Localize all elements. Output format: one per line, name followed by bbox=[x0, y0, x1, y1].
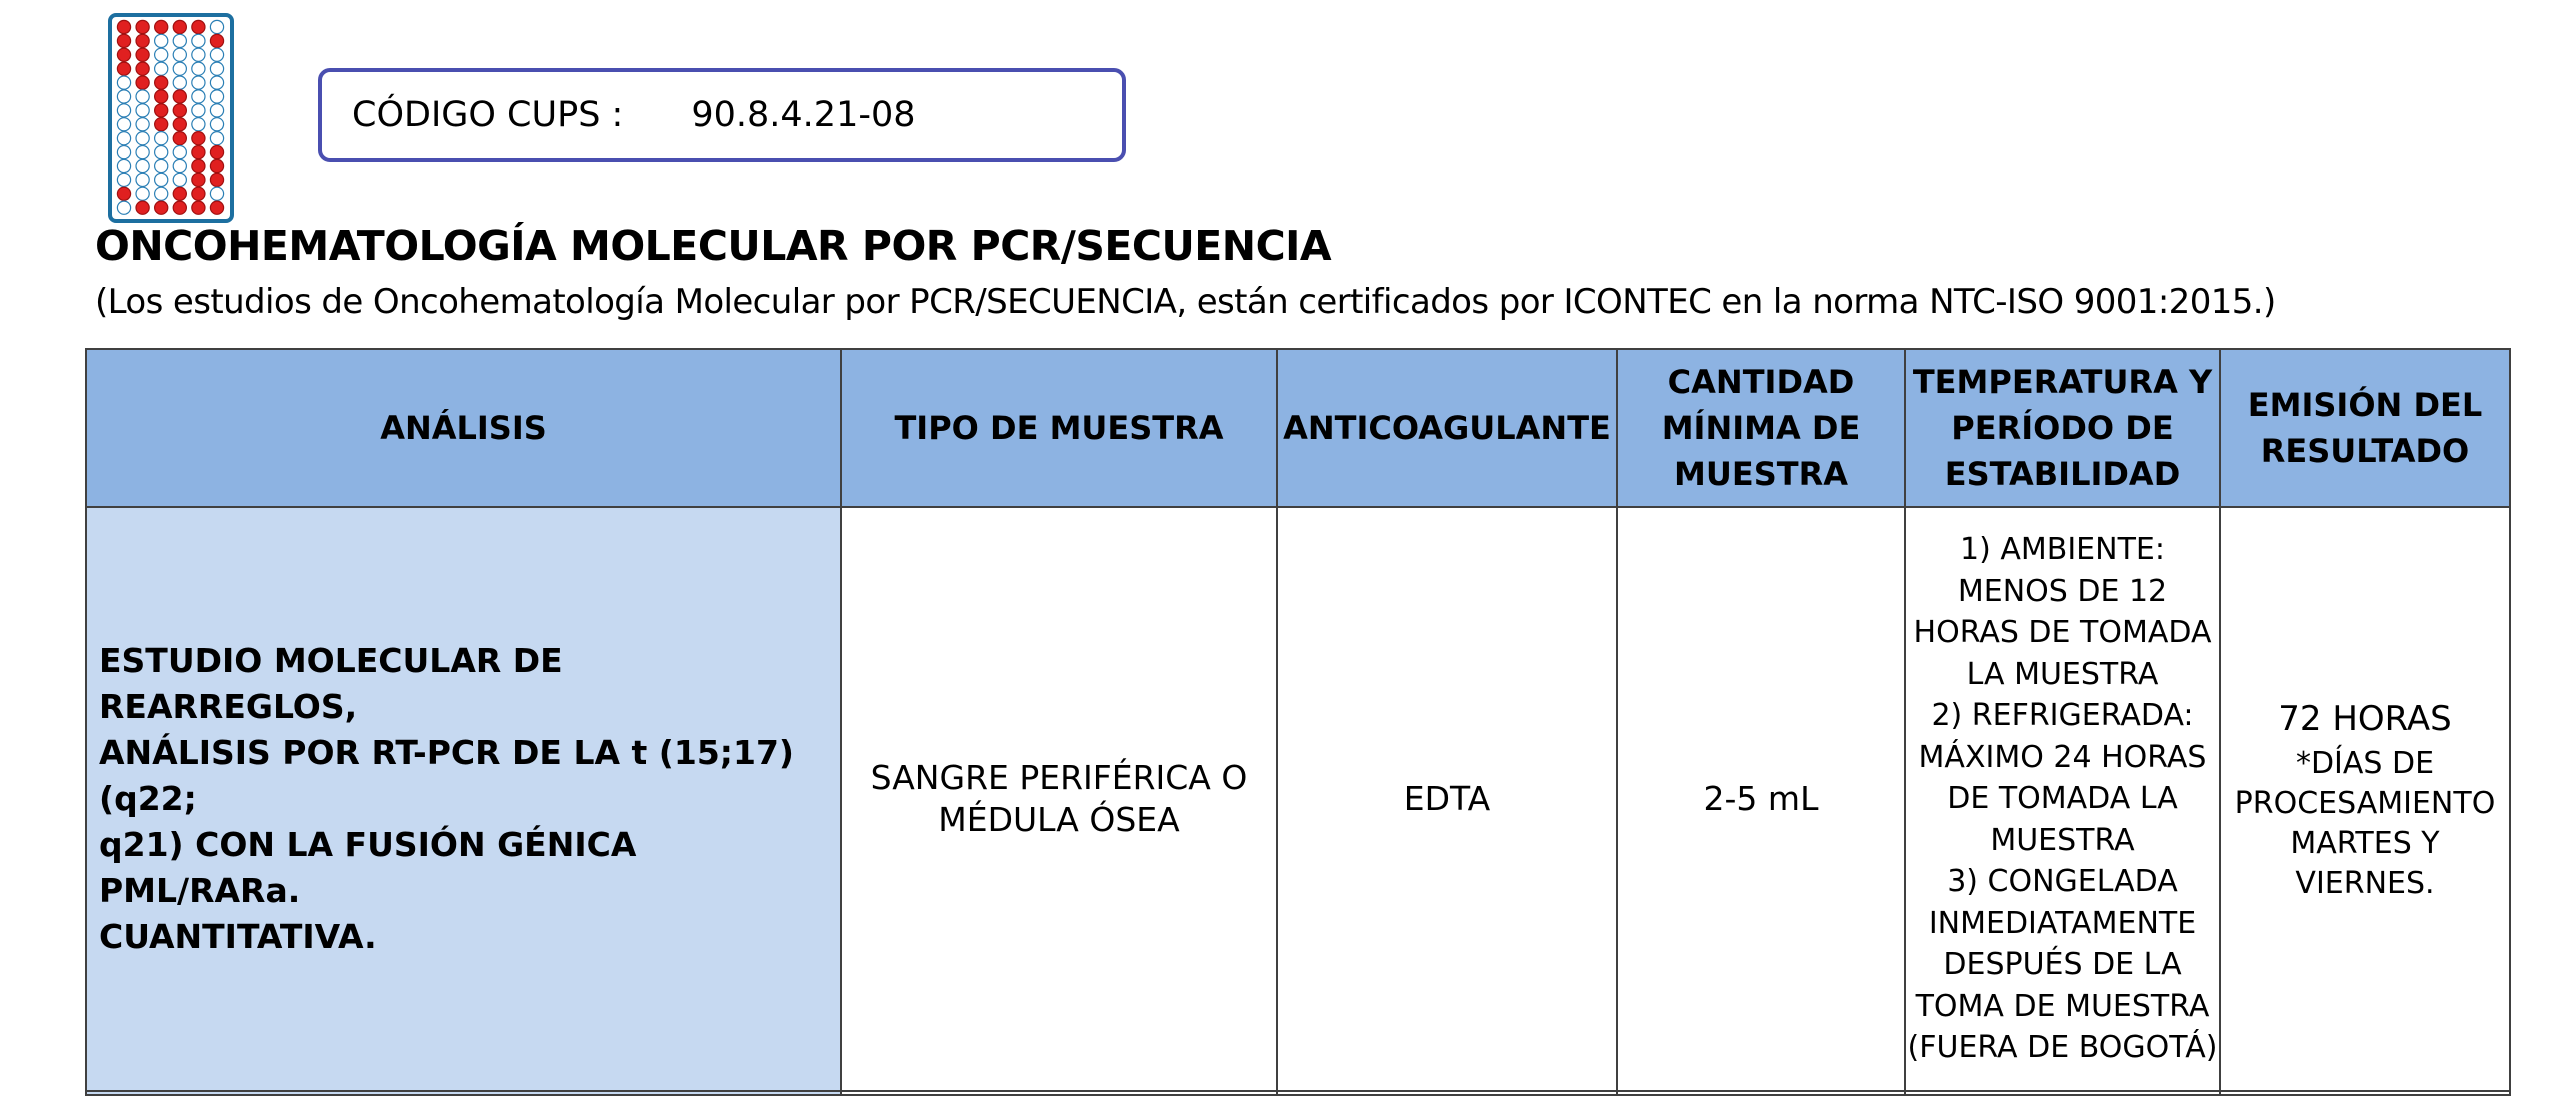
header-anticoagulant bbox=[1277, 349, 1617, 507]
logo-dot bbox=[192, 62, 205, 75]
logo-dot-red bbox=[136, 201, 149, 214]
logo-dot-red bbox=[117, 34, 130, 47]
cell-line: MARTES Y bbox=[2290, 826, 2440, 861]
logo-dot-red bbox=[192, 201, 205, 214]
logo-dot-red bbox=[117, 187, 130, 200]
logo-dot bbox=[155, 146, 168, 159]
cell-line: (FUERA DE BOGOTÁ) bbox=[1907, 1030, 2218, 1066]
header-analysis bbox=[86, 349, 841, 507]
logo-dot bbox=[210, 104, 223, 117]
logo-dot bbox=[210, 90, 223, 103]
logo-dot bbox=[210, 76, 223, 89]
cell-line: MÍNIMA DE bbox=[1661, 409, 1861, 447]
cell-line: ANÁLISIS bbox=[380, 409, 547, 447]
analysis-cell bbox=[86, 507, 841, 1091]
logo-dot-red bbox=[117, 20, 130, 33]
logo-dot bbox=[155, 62, 168, 75]
cups-code-value: 90.8.4.21-08 bbox=[691, 95, 916, 135]
logo-dot-red bbox=[155, 104, 168, 117]
min-quantity-cell: 2-5 mL bbox=[1617, 507, 1905, 1091]
logo-dot-red bbox=[210, 173, 223, 186]
logo-dot bbox=[136, 159, 149, 172]
table-row-next bbox=[86, 1091, 2510, 1095]
logo-dot-red bbox=[192, 132, 205, 145]
logo-dot bbox=[192, 118, 205, 131]
cell-line: ANÁLISIS POR RT-PCR DE LA t (15;17) (q22; bbox=[99, 733, 794, 818]
logo-dot-red bbox=[173, 20, 186, 33]
cell-line: PERÍODO DE bbox=[1951, 409, 2174, 447]
table-row bbox=[86, 507, 2510, 1091]
logo-dot-red bbox=[210, 34, 223, 47]
logo-dot-red bbox=[136, 34, 149, 47]
logo-dot-red bbox=[192, 187, 205, 200]
cell-line: DESPUÉS DE LA bbox=[1943, 947, 2182, 983]
logo-dot-red bbox=[210, 159, 223, 172]
sample-type-cell bbox=[841, 507, 1277, 1091]
logo-dot-red bbox=[173, 90, 186, 103]
logo-dot-red bbox=[192, 20, 205, 33]
cell-line: PROCESAMIENTO bbox=[2234, 786, 2496, 821]
cell-line: ESTABILIDAD bbox=[1944, 455, 2181, 493]
logo-dot bbox=[155, 34, 168, 47]
cups-code-box bbox=[318, 68, 1126, 162]
cell-line: HORAS DE TOMADA bbox=[1913, 615, 2212, 651]
cell-line: ANTICOAGULANTE bbox=[1283, 409, 1611, 447]
logo-dot bbox=[210, 132, 223, 145]
cell-line: MÁXIMO 24 HORAS bbox=[1918, 739, 2207, 775]
logo-dot bbox=[173, 159, 186, 172]
cell-line: TIPO DE MUESTRA bbox=[894, 409, 1224, 447]
cell-line: VIERNES. bbox=[2295, 866, 2435, 901]
logo-dot bbox=[192, 90, 205, 103]
cell-line: RESULTADO bbox=[2260, 432, 2470, 470]
logo-dot bbox=[136, 132, 149, 145]
logo-dot bbox=[136, 90, 149, 103]
logo-dot bbox=[210, 187, 223, 200]
logo-dot bbox=[117, 104, 130, 117]
logo-dot-red bbox=[210, 146, 223, 159]
logo-dot bbox=[192, 34, 205, 47]
cell-line: EMISIÓN DEL bbox=[2247, 386, 2483, 424]
logo-dot bbox=[117, 146, 130, 159]
stability-cell bbox=[1905, 507, 2220, 1091]
logo-dot-red bbox=[136, 62, 149, 75]
logo-dot bbox=[136, 146, 149, 159]
logo-dot-red bbox=[173, 187, 186, 200]
cell-line: 2) REFRIGERADA: bbox=[1931, 698, 2194, 734]
logo-dot-red bbox=[173, 118, 186, 131]
logo-dot bbox=[136, 118, 149, 131]
cell-line: INMEDIATAMENTE bbox=[1928, 905, 2197, 941]
logo-dot bbox=[155, 159, 168, 172]
header-result bbox=[2220, 349, 2510, 507]
logo-dot bbox=[155, 132, 168, 145]
logo-dot bbox=[173, 48, 186, 61]
logo-dot-red bbox=[173, 104, 186, 117]
logo-dot bbox=[173, 76, 186, 89]
page-title: ONCOHEMATOLOGÍA MOLECULAR POR PCR/SECUENCIA bbox=[95, 222, 1332, 270]
logo-dot bbox=[136, 104, 149, 117]
logo-dot-red bbox=[136, 48, 149, 61]
logo-dot-red bbox=[192, 159, 205, 172]
logo-dot bbox=[136, 173, 149, 186]
logo-dot-red bbox=[155, 90, 168, 103]
cell-line: LA MUESTRA bbox=[1966, 656, 2159, 692]
cell-line: q21) CON LA FUSIÓN GÉNICA PML/RARa. bbox=[99, 825, 637, 910]
logo-dot-red bbox=[210, 201, 223, 214]
header-min-quantity bbox=[1617, 349, 1905, 507]
logo-dot-red bbox=[173, 201, 186, 214]
logo-dot-red bbox=[173, 132, 186, 145]
logo-dot-red bbox=[192, 173, 205, 186]
analysis-table bbox=[85, 348, 2511, 1096]
logo-dot bbox=[117, 118, 130, 131]
logo-dot bbox=[117, 201, 130, 214]
cell-line: SANGRE PERIFÉRICA O bbox=[870, 758, 1248, 797]
cell-line: CANTIDAD bbox=[1667, 363, 1855, 401]
logo-dot bbox=[173, 146, 186, 159]
logo-dot-red bbox=[117, 62, 130, 75]
header-sample-type bbox=[841, 349, 1277, 507]
result-time: 72 HORAS bbox=[2278, 699, 2452, 739]
logo-dot bbox=[155, 173, 168, 186]
logo-dot bbox=[117, 90, 130, 103]
logo-dot-red bbox=[192, 146, 205, 159]
certification-note: (Los estudios de Oncohematología Molecular por PCR/SECUENCIA, están certificados por ICONTEC en la norma NTC-ISO 9001:2015.) bbox=[95, 282, 2276, 322]
logo-dot-red bbox=[136, 76, 149, 89]
dot-grid-s-logo-icon bbox=[108, 13, 234, 223]
cell-line: 3) CONGELADA bbox=[1947, 864, 2178, 900]
logo-dot-red bbox=[117, 48, 130, 61]
cell-line: MÉDULA ÓSEA bbox=[938, 800, 1180, 839]
logo-dot bbox=[155, 187, 168, 200]
cell-line: ESTUDIO MOLECULAR DE REARREGLOS, bbox=[99, 641, 563, 726]
logo-dot bbox=[117, 159, 130, 172]
cell-line: 1) AMBIENTE: bbox=[1960, 532, 2165, 568]
logo-dot-red bbox=[155, 201, 168, 214]
cell-line: TOMA DE MUESTRA bbox=[1915, 988, 2210, 1024]
logo-dot bbox=[173, 173, 186, 186]
logo-dot bbox=[155, 48, 168, 61]
logo-dot bbox=[210, 62, 223, 75]
logo-dot bbox=[210, 20, 223, 33]
cell-line: DE TOMADA LA bbox=[1947, 781, 2178, 817]
cell-line: *DÍAS DE bbox=[2295, 746, 2435, 781]
cell-line: MUESTRA bbox=[1990, 822, 2135, 858]
logo-dot-red bbox=[155, 118, 168, 131]
result-cell bbox=[2220, 507, 2510, 1091]
logo-dot-red bbox=[155, 76, 168, 89]
cell-line: MUESTRA bbox=[1674, 455, 1848, 493]
table-header-row bbox=[86, 349, 2510, 507]
logo-dot bbox=[173, 34, 186, 47]
header-stability bbox=[1905, 349, 2220, 507]
logo-dot bbox=[117, 173, 130, 186]
logo-dot bbox=[136, 187, 149, 200]
logo-dot bbox=[192, 76, 205, 89]
cell-line: TEMPERATURA Y bbox=[1912, 363, 2213, 401]
logo-dot bbox=[173, 62, 186, 75]
logo-dot-red bbox=[136, 20, 149, 33]
logo-dot bbox=[117, 76, 130, 89]
logo-dot bbox=[117, 132, 130, 145]
logo-dot bbox=[192, 48, 205, 61]
logo-dot bbox=[210, 48, 223, 61]
logo-dot bbox=[192, 104, 205, 117]
anticoagulant-cell: EDTA bbox=[1277, 507, 1617, 1091]
logo-dot-red bbox=[155, 20, 168, 33]
logo-dot bbox=[210, 118, 223, 131]
cell-line: CUANTITATIVA. bbox=[99, 917, 377, 956]
cell-line: MENOS DE 12 bbox=[1957, 573, 2168, 609]
cups-label: CÓDIGO CUPS : bbox=[352, 95, 624, 135]
